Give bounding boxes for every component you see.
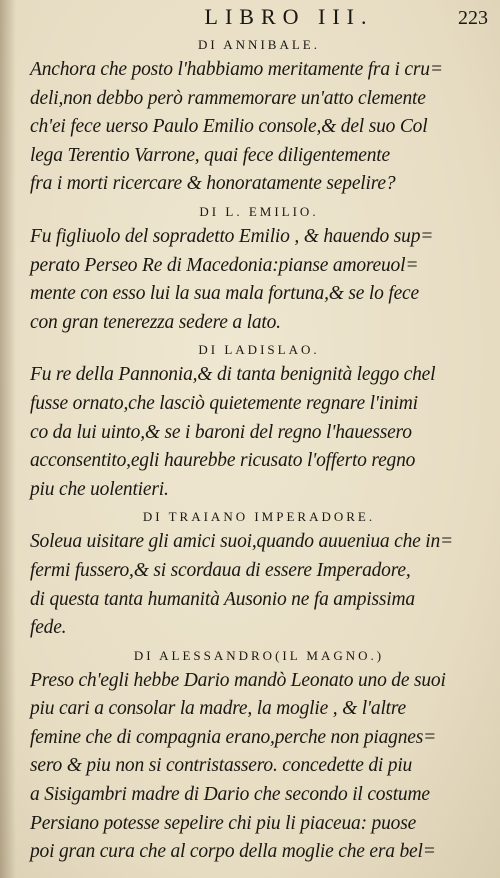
section-heading: DI TRAIANO IMPERADORE. <box>142 509 376 525</box>
text-line: piu che uolentieri. <box>30 478 169 500</box>
text-line: deli,non debbo però rammemorare un'atto clemente <box>30 87 426 109</box>
text-line: fusse ornato,che lasciò quietemente regnare l'inimi <box>30 392 418 414</box>
text-line: acconsentito,egli haurebbe ricusato l'offerto regno <box>30 450 416 472</box>
section-emilio <box>30 201 488 337</box>
text-line: sero & piu non si contristassero. concedette di piu <box>30 755 413 777</box>
text-line: a Sisigambri madre di Dario che secondo il costume <box>30 784 430 806</box>
page-header <box>30 4 488 34</box>
text-line: perato Perseo Re di Macedonia:pianse amoreuol= <box>30 254 419 276</box>
text-line: Fu figliuolo del sopradetto Emilio , & hauendo sup= <box>30 225 434 247</box>
section-ladislao <box>30 339 488 504</box>
text-line: fede. <box>30 617 67 639</box>
section-traiano <box>30 506 488 642</box>
text-line: con gran tenerezza sedere a lato. <box>30 311 281 333</box>
text-line: poi gran cura che al corpo della moglie che era bel= <box>30 841 436 863</box>
text-line: fermi fussero,& si scordaua di essere Imperadore, <box>30 559 411 581</box>
gutter-shadow <box>0 0 16 878</box>
section-heading: DI ANNIBALE. <box>198 37 320 52</box>
text-line: Anchora che posto l'habbiamo meritamente fra i cru= <box>30 59 443 80</box>
text-line: Fu re della Pannonia,& di tanta benignità leggo chel <box>30 364 436 386</box>
text-line: di questa tanta humanità Ausonio ne fa ampissima <box>30 588 415 610</box>
text-line: Persiano potesse sepelire chi piu li piaceua: puose <box>30 812 417 834</box>
text-line: femine che di compagnia erano,perche non piagnes= <box>30 726 437 748</box>
text-line: mente con esso lui la sua mala fortuna,& se lo fece <box>30 283 419 305</box>
section-heading: DI L. EMILIO. <box>199 203 319 219</box>
text-line: lega Terentio Varrone, quai fece diligentemente <box>30 144 390 166</box>
section-annibale <box>30 34 488 199</box>
section-heading: DI LADISLAO. <box>198 342 320 358</box>
running-title: LIBRO III. <box>204 4 374 29</box>
text-line: ch'ei fece uerso Paulo Emilio console,& del suo Col <box>30 116 428 138</box>
text-line: Soleua uisitare gli amici suoi,quando auueniua che in= <box>30 531 454 553</box>
text-line: Preso ch'egli hebbe Dario mandò Leonato uno de suoi <box>30 669 446 691</box>
section-alessandro <box>30 645 488 867</box>
page-number: 223 <box>457 7 488 29</box>
text-line: co da lui uinto,& se i baroni del regno l'hauessero <box>30 421 412 443</box>
text-line: piu cari a consolar la madre, la moglie , & l'altre <box>30 698 407 720</box>
section-heading: DI ALESSANDRO(IL MAGNO.) <box>133 647 385 663</box>
text-line: fra i morti ricercare & honoratamente sepelire? <box>30 173 396 195</box>
